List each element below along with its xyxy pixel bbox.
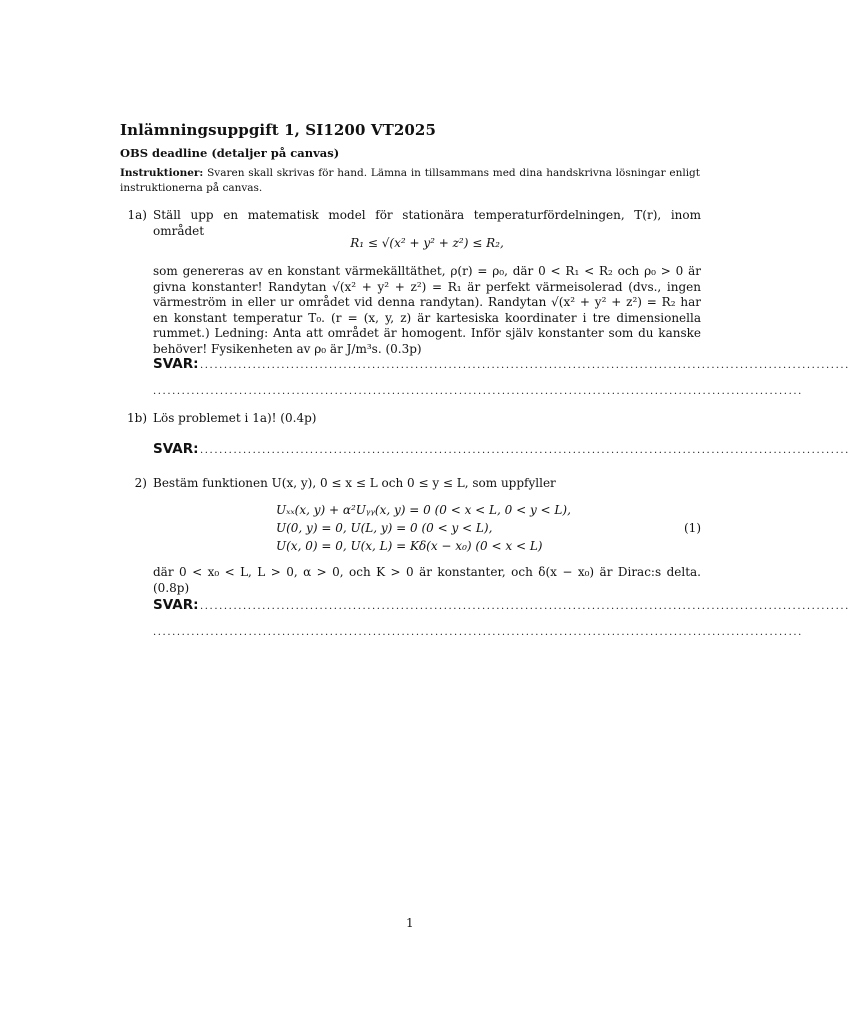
problem-1a-answer-line-2: ........................................................................................................................................ [153, 386, 803, 397]
problem-1a-body: som genereras av en konstant värmekälltäthet, ρ(r) = ρ₀, där 0 < R₁ < R₂ och ρ₀ > 0 är givna konstanter! Randytan √(x² + y² + z²) = R₁ är perfekt värmeisolerad (dvs., ingen värmeström in eller ur området vid denna randytan). Randytan √(x² + y² + z²) = R₂ har en konstant temperatur T₀. (r = (x, y, z) är kartesiska koordinater i tre dimensionella rummet.) Ledning: Anta att området är homogent. Inför själv konstanter som du kanske behöver! Fysikenheten av ρ₀ är J/m³s. (0.3p) [153, 264, 701, 356]
problem-1a-answer-line-1: ........................................................................................................................................ [200, 360, 850, 371]
problem-2-label: 2) [134, 476, 147, 490]
problem-1b-answer-label: SVAR: [153, 441, 199, 457]
instructions [120, 166, 700, 196]
equation-number: (1) [684, 521, 701, 535]
assignment-title: Inlämningsuppgift 1, SI1200 VT2025 [120, 121, 436, 139]
problem-1b-label: 1b) [127, 411, 147, 425]
problem-1b-answer-line: ........................................................................................................................................ [200, 445, 850, 456]
instructions-label: Instruktioner: [120, 167, 204, 179]
boundary-condition-y: U(x, 0) = 0, U(x, L) = Kδ(x − x₀) (0 < x < L) [276, 539, 543, 553]
problem-1a-answer-label: SVAR: [153, 356, 199, 372]
page-number: 1 [406, 916, 414, 930]
problem-2-conditions: där 0 < x₀ < L, L > 0, α > 0, och K > 0 är konstanter, och δ(x − x₀) är Dirac:s delta. (0.8p) [153, 565, 701, 595]
pde-equation: Uₓₓ(x, y) + α²Uᵧᵧ(x, y) = 0 (0 < x < L, 0 < y < L), [276, 503, 571, 517]
problem-2-answer-line-1: ........................................................................................................................................ [200, 601, 850, 612]
problem-2-intro: Bestäm funktionen U(x, y), 0 ≤ x ≤ L och 0 ≤ y ≤ L, som uppfyller [153, 476, 556, 490]
problem-1b-text: Lös problemet i 1a)! (0.4p) [153, 411, 317, 425]
problem-2-answer-label: SVAR: [153, 597, 199, 613]
instructions-text: Svaren skall skrivas för hand. Lämna in tillsammans med dina handskrivna lösningar enligt instruktionerna på canvas. [120, 167, 700, 194]
problem-1a-intro: Ställ upp en matematisk model för stationära temperaturfördelningen, T(r), inom området [153, 208, 701, 238]
problem-1a-label: 1a) [127, 208, 147, 222]
boundary-condition-x: U(0, y) = 0, U(L, y) = 0 (0 < y < L), [276, 521, 493, 535]
problem-2-answer-line-2: ........................................................................................................................................ [153, 627, 803, 638]
problem-1a-domain-equation: R₁ ≤ √(x² + y² + z²) ≤ R₂, [350, 236, 504, 250]
deadline-note: OBS deadline (detaljer på canvas) [120, 146, 340, 160]
